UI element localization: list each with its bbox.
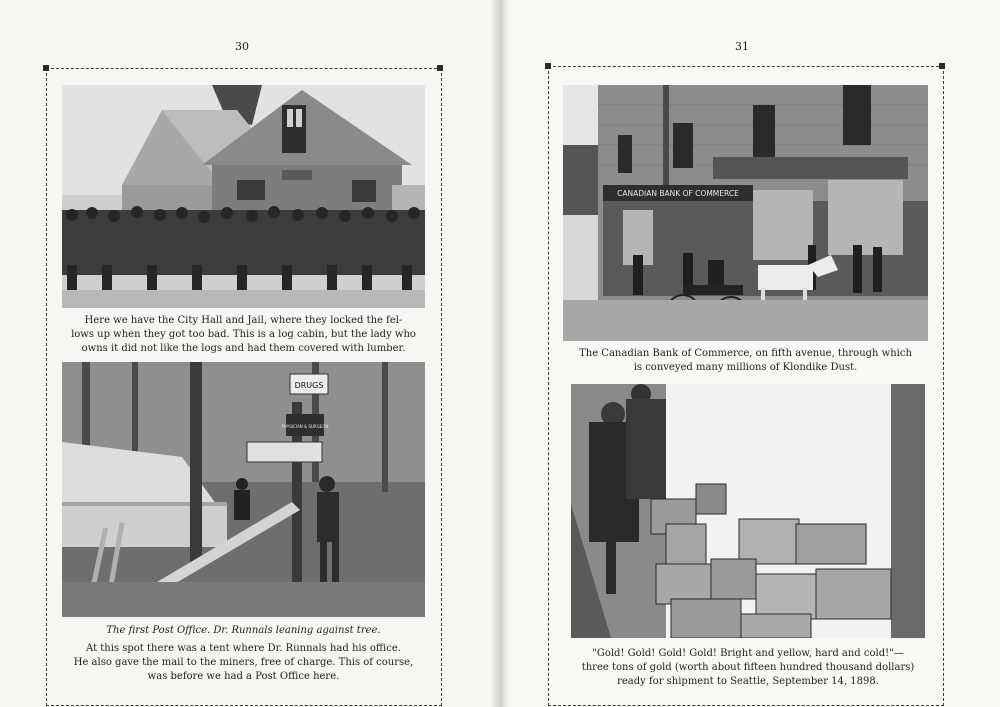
- caption-line: is conveyed many millions of Klondike Dust.: [633, 362, 858, 373]
- book-gutter: [491, 0, 509, 707]
- physician-sign: PHYSICIAN & SURGEON: [281, 424, 329, 429]
- caption-line: He also gave the mail to the miners, free of charge. This of course,: [73, 657, 414, 668]
- city-hall-caption: [62, 314, 425, 356]
- page-number-right: 31: [735, 40, 749, 53]
- gold-caption: [563, 647, 933, 689]
- caption-line: owns it did not like the logs and had them covered with lumber.: [81, 343, 406, 354]
- post-office-title: The first Post Office. Dr. Runnals leaning against tree.: [106, 625, 381, 636]
- bank-sign: CANADIAN BANK OF COMMERCE: [617, 189, 739, 198]
- border-corner: [939, 63, 945, 69]
- caption-line: Here we have the City Hall and Jail, where they locked the fel-: [84, 315, 403, 326]
- border-corner: [43, 65, 49, 71]
- drugs-sign: DRUGS: [294, 381, 324, 390]
- caption-line: three tons of gold (worth about fifteen hundred thousand dollars): [581, 662, 915, 673]
- bank-photo: [563, 85, 928, 341]
- caption-line: was before we had a Post Office here.: [147, 671, 340, 682]
- post-office-photo: [62, 362, 425, 617]
- border-corner: [545, 63, 551, 69]
- border-corner: [437, 65, 443, 71]
- caption-line: "Gold! Gold! Gold! Gold! Bright and yellow, hard and cold!"—: [592, 648, 904, 659]
- gold-shipment-photo: [571, 384, 925, 638]
- bank-caption: [563, 347, 928, 375]
- caption-line: lows up when they got too bad. This is a log cabin, but the lady who: [71, 329, 416, 340]
- city-hall-photo: [62, 85, 425, 308]
- page-number-left: 30: [235, 40, 249, 53]
- caption-line: At this spot there was a tent where Dr. Runnals had his office.: [86, 643, 401, 654]
- post-office-caption: [62, 642, 425, 684]
- caption-line: The Canadian Bank of Commerce, on fifth avenue, through which: [579, 348, 912, 359]
- caption-line: ready for shipment to Seattle, September 14, 1898.: [617, 676, 879, 687]
